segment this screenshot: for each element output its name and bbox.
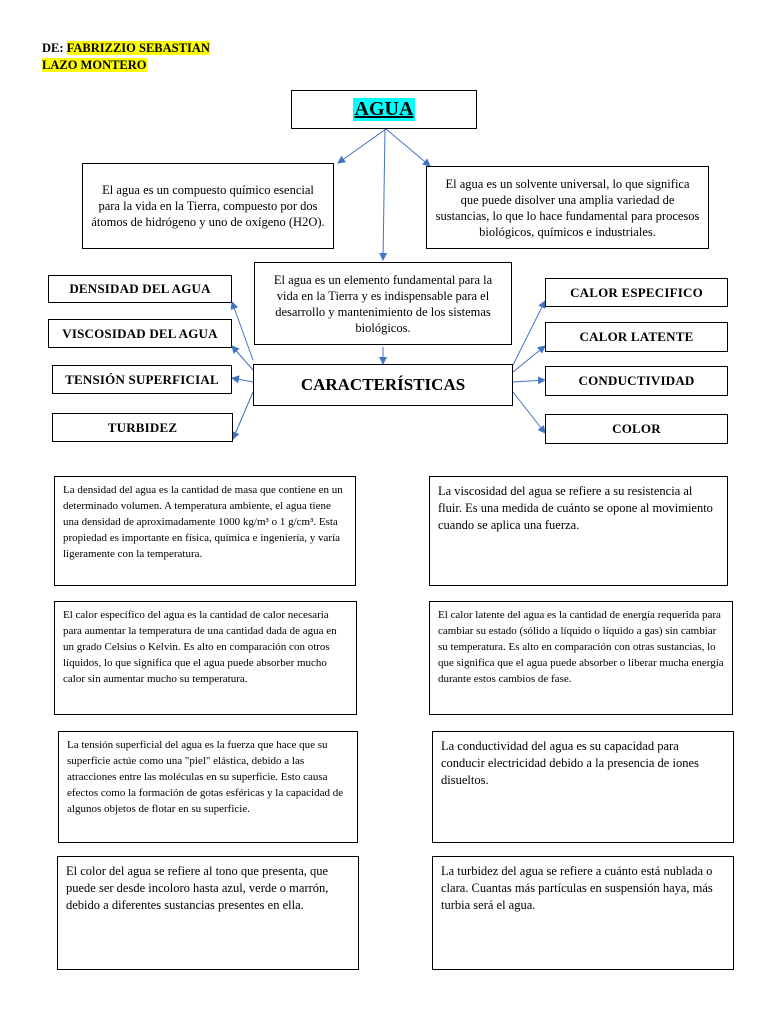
arrow-to-viscosity (232, 346, 253, 370)
property-latent-heat-label: CALOR LATENTE (579, 329, 694, 344)
property-latent-heat (545, 322, 728, 352)
property-surface-tension (52, 365, 232, 394)
property-viscosity (48, 319, 232, 348)
author-name-line2: LAZO MONTERO (42, 58, 147, 72)
definition-right-box (426, 166, 709, 249)
description-specific-heat: El calor específico del agua es la cantidad de calor necesaria para aumentar la temperatura de una cantidad dada de agua en un grado Celsius o Kelvin. Es alto en comparación con otros líquidos, lo que significa que el agua puede absorber mucho calor sin aumentar mucho su temperatura. (63, 609, 337, 685)
description-density: La densidad del agua es la cantidad de masa que contiene en un determinado volumen. A temperatura ambiente, el agua tiene una densidad de aproximadamente 1000 kg/m³ o 1 g/cm³. Esta propiedad es importante en física, química e ingeniería, y varía ligeramente con la temperatura. (63, 484, 343, 560)
definition-right: El agua es un solvente universal, lo que significa que puede disolver una amplia variedad de sustancias, lo que lo hace fundamental para procesos biológicos, químicos e industriales. (435, 176, 700, 239)
property-density-label: DENSIDAD DEL AGUA (69, 281, 211, 296)
description-specific-heat-box (54, 601, 357, 715)
property-viscosity-label: VISCOSIDAD DEL AGUA (62, 325, 218, 341)
property-turbidity (52, 413, 233, 442)
description-color: El color del agua se refiere al tono que presenta, que puede ser desde incoloro hasta azul, verde o marrón, debido a diferentes sustancias presentes en ella. (66, 864, 329, 912)
arrow-to-conductivity (513, 380, 545, 382)
property-specific-heat-label: CALOR ESPECIFICO (570, 284, 703, 300)
arrow-title-to-center-def (383, 129, 385, 260)
arrow-to-color (513, 392, 545, 433)
arrow-to-specific-heat (513, 301, 545, 365)
author-prefix: DE: (42, 41, 64, 55)
description-density-box (54, 476, 356, 586)
arrow-title-to-left-def (338, 129, 386, 163)
description-surface-tension-box (58, 731, 358, 843)
arrow-to-turbidity (233, 392, 253, 439)
property-color-label: COLOR (612, 421, 661, 436)
definition-left-box (82, 163, 334, 249)
characteristics-label: CARACTERÍSTICAS (300, 375, 466, 394)
description-color-box (57, 856, 359, 970)
definition-center-box (254, 262, 512, 345)
description-conductivity: La conductividad del agua es su capacidad para conducir electricidad debido a la presencia de iones disueltos. (441, 739, 699, 787)
description-conductivity-box (432, 731, 734, 843)
property-density (48, 275, 232, 303)
arrow-to-density (232, 302, 253, 360)
arrow-to-latent-heat (513, 346, 545, 372)
property-surface-tension-label: TENSIÓN SUPERFICIAL (65, 371, 219, 387)
property-turbidity-label: TURBIDEZ (107, 419, 178, 435)
arrow-to-surface-tension (232, 378, 253, 382)
description-viscosity-box (429, 476, 728, 586)
property-color (545, 414, 728, 444)
description-viscosity: La viscosidad del agua se refiere a su resistencia al fluir. Es una medida de cuánto se opone al movimiento cuando se aplica una fuerza. (438, 484, 713, 532)
title-box (291, 90, 477, 129)
description-latent-heat-box (429, 601, 733, 715)
property-conductivity-label: CONDUCTIVIDAD (578, 373, 695, 388)
property-conductivity (545, 366, 728, 396)
arrow-title-to-right-def (386, 129, 430, 166)
definition-center: El agua es un elemento fundamental para la vida en la Tierra y es indispensable para el desarrollo y mantenimiento de los sistemas biológicos. (273, 272, 493, 335)
characteristics-box (253, 364, 513, 406)
description-latent-heat: El calor latente del agua es la cantidad de energía requerida para cambiar su estado (sólido a líquido o líquido a gas) sin cambiar su temperatura. Es alto en comparación con otras sustancias, lo que significa que el agua puede absorber o liberar mucha energía durante estos cambios de fase. (438, 609, 724, 685)
property-specific-heat (545, 278, 728, 307)
description-surface-tension: La tensión superficial del agua es la fuerza que hace que su superficie actúe como una "piel" elástica, debido a las atracciones entre las moléculas en su superficie. Esto causa efectos como la formación de gotas esféricas y la capacidad de algunos objetos de flotar en su superficie. (67, 739, 344, 815)
title: AGUA (354, 98, 414, 120)
definition-left: El agua es un compuesto químico esencial para la vida en la Tierra, compuesto por dos átomos de hidrógeno y uno de oxígeno (H2O). (91, 183, 325, 229)
description-turbidity-box (432, 856, 734, 970)
description-turbidity: La turbidez del agua se refiere a cuánto está nublada o clara. Cuantas más partículas en suspensión haya, más turbia será el agua. (441, 864, 713, 912)
author-name-line1: FABRIZZIO SEBASTIAN (66, 41, 210, 55)
